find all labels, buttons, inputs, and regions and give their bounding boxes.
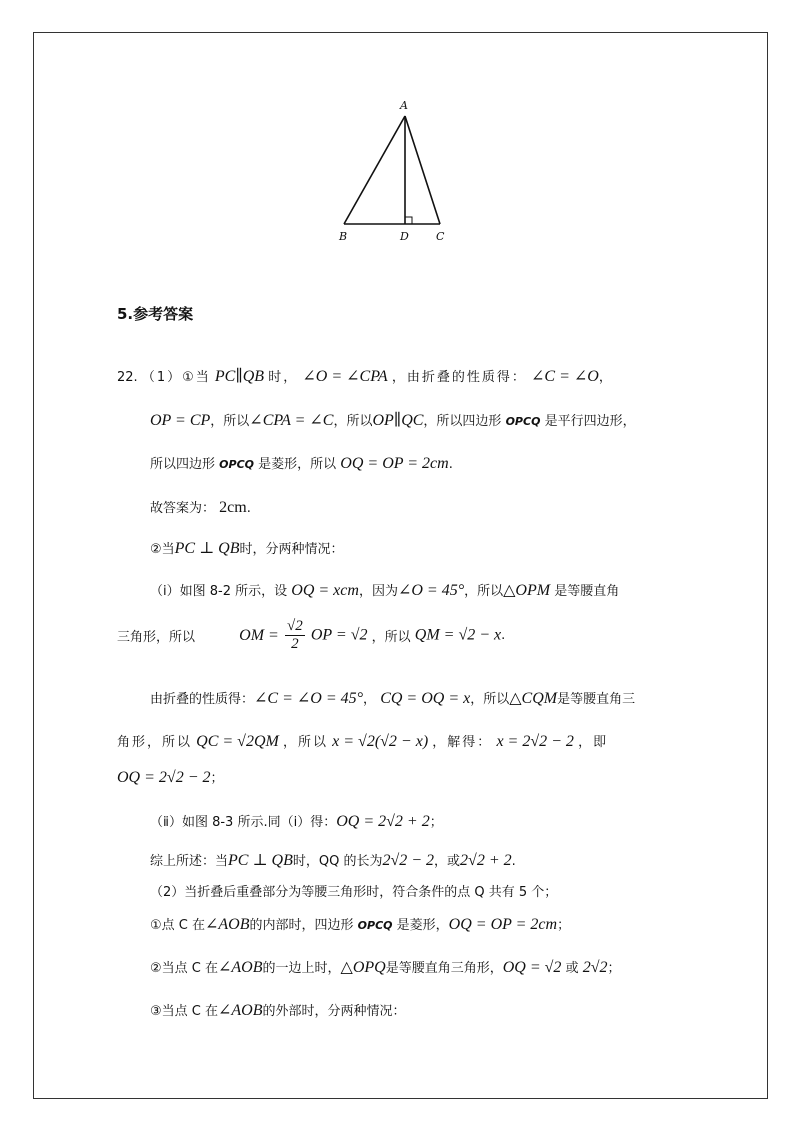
triangle-figure bbox=[330, 95, 460, 245]
answer-line-3: 所以四边形 OPCQ 是菱形，所以 OQ = OP = 2cm. bbox=[150, 455, 453, 472]
answer-line-7: 三角形，所以 OM = $\frac{√2}{2}$ OP = √2 ，所以 QM = √2 − x. bbox=[117, 618, 506, 652]
answer-line-1: 22. （1）①当 PC∥QB 时， ∠O = ∠CPA ，由折叠的性质得： ∠C = ∠O， bbox=[117, 368, 612, 385]
answer-line-5: ②当PC ⊥ QB时，分两种情况： bbox=[150, 540, 344, 557]
fraction-sqrt2-over-2: $\frac{√2}{2}$ bbox=[286, 618, 303, 652]
answer-line-4: 故答案为： 2cm. bbox=[150, 499, 251, 516]
answer-line-15: ②当点 C 在∠AOB的一边上时，△OPQ是等腰直角三角形，OQ = √2 或 2√2； bbox=[150, 959, 621, 976]
answer-line-16: ③当点 C 在∠AOB的外部时，分两种情况： bbox=[150, 1002, 406, 1019]
side-ac bbox=[405, 116, 440, 224]
right-angle-mark bbox=[405, 217, 412, 224]
section-heading: 5.参考答案 bbox=[117, 305, 194, 323]
question-number: 22. bbox=[117, 370, 138, 385]
answer-line-14: ①点 C 在∠AOB的内部时，四边形 OPCQ 是菱形，OQ = OP = 2cm； bbox=[150, 916, 571, 933]
side-ab bbox=[344, 116, 405, 224]
answer-line-6: （ⅰ）如图 8-2 所示，设 OQ = xcm，因为∠O = 45°，所以△OPM 是等腰直角 bbox=[150, 582, 620, 599]
answer-line-8: 由折叠的性质得：∠C = ∠O = 45°， CQ = OQ = x，所以△CQM是等腰直角三 bbox=[150, 690, 636, 707]
answer-line-12: 综上所述：当PC ⊥ QB时，QQ 的长为2√2 − 2，或2√2 + 2. bbox=[150, 852, 516, 869]
label-c: C bbox=[436, 230, 445, 243]
answer-line-11: （ⅱ）如图 8-3 所示.同（ⅰ）得：OQ = 2√2 + 2； bbox=[150, 813, 443, 830]
label-a: A bbox=[400, 99, 408, 112]
triangle-diagram bbox=[330, 95, 460, 245]
answer-line-9: 角形，所以 QC = √2QM ，所以 x = √2(√2 − x) ，解得： x = 2√2 − 2 ，即 bbox=[117, 733, 609, 750]
answer-line-10: OQ = 2√2 − 2； bbox=[117, 769, 224, 786]
label-d: D bbox=[400, 230, 409, 243]
label-b: B bbox=[339, 230, 348, 243]
answer-line-2: OP = CP，所以∠CPA = ∠C，所以OP∥QC，所以四边形 OPCQ 是平行四边形， bbox=[150, 412, 636, 429]
answer-line-13: （2）当折叠后重叠部分为等腰三角形时，符合条件的点 Q 共有 5 个； bbox=[150, 885, 558, 900]
